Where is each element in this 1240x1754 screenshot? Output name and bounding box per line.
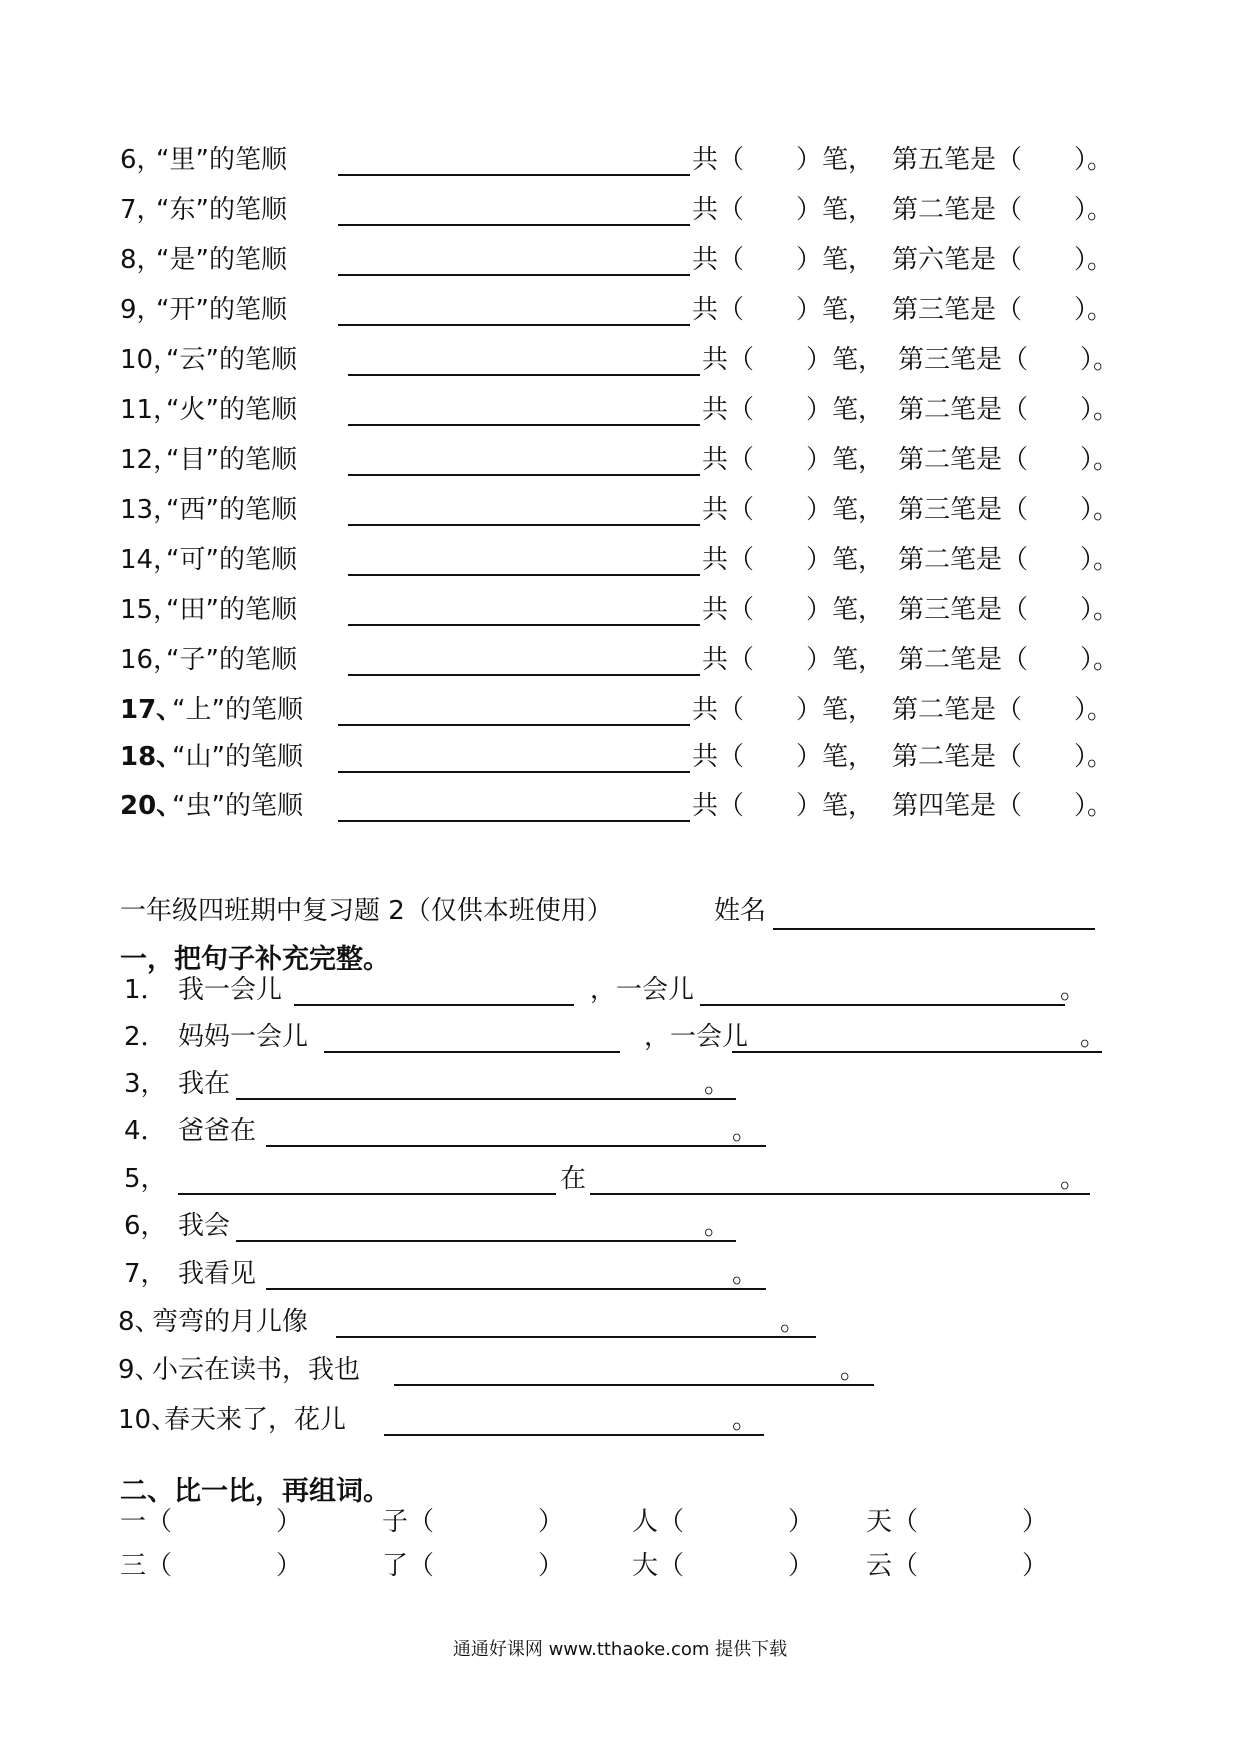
stroke-char-label: “东”的笔顺 bbox=[156, 195, 287, 225]
stroke-count-text: 共（ ）笔， bbox=[692, 742, 875, 772]
compare-word-item[interactable]: 三（ ） bbox=[120, 1551, 303, 1581]
sentence-item bbox=[120, 1111, 1120, 1151]
answer-blank[interactable] bbox=[178, 1193, 556, 1195]
sentence-item bbox=[120, 1400, 1120, 1440]
stroke-row bbox=[120, 190, 1130, 230]
stroke-order-blank[interactable] bbox=[348, 374, 700, 376]
nth-stroke-text: 第六笔是（ ）。 bbox=[892, 245, 1114, 275]
sentence-item bbox=[120, 1254, 1120, 1294]
sentence-item bbox=[120, 1017, 1120, 1057]
row-number: 10， bbox=[120, 345, 180, 375]
row-number: 9， bbox=[120, 295, 163, 325]
stroke-order-blank[interactable] bbox=[338, 724, 690, 726]
row-number: 7， bbox=[120, 195, 163, 225]
stroke-row bbox=[120, 640, 1130, 680]
row-number: 14， bbox=[120, 545, 180, 575]
sentence-prompt: 我一会儿 bbox=[178, 975, 283, 1005]
sentence-end-mark: 。 bbox=[704, 1069, 731, 1099]
stroke-order-blank[interactable] bbox=[338, 820, 690, 822]
row-number: 6， bbox=[120, 145, 163, 175]
sentence-prompt: 我会 bbox=[178, 1211, 231, 1241]
compare-word-item[interactable]: 子（ ） bbox=[382, 1507, 565, 1537]
stroke-count-text: 共（ ）笔， bbox=[692, 195, 875, 225]
sentence-prompt-2: ，一会儿 bbox=[590, 975, 695, 1005]
compare-word-item[interactable]: 人（ ） bbox=[632, 1507, 815, 1537]
stroke-char-label: “可”的笔顺 bbox=[166, 545, 297, 575]
item-number: 1． bbox=[124, 975, 167, 1005]
sentence-item bbox=[120, 1206, 1120, 1246]
sentence-prompt: 小云在读书，我也 bbox=[152, 1355, 361, 1385]
stroke-row bbox=[120, 340, 1130, 380]
stroke-row bbox=[120, 440, 1130, 480]
row-number: 8， bbox=[120, 245, 163, 275]
sentence-end-mark: 。 bbox=[732, 1405, 759, 1435]
row-number: 20、 bbox=[120, 791, 183, 821]
answer-blank[interactable] bbox=[384, 1434, 764, 1436]
item-number: 7， bbox=[124, 1259, 167, 1289]
sentence-item bbox=[120, 1064, 1120, 1104]
sentence-item bbox=[120, 1159, 1120, 1199]
stroke-order-blank[interactable] bbox=[348, 574, 700, 576]
nth-stroke-text: 第三笔是（ ）。 bbox=[898, 495, 1120, 525]
nth-stroke-text: 第四笔是（ ）。 bbox=[892, 791, 1114, 821]
stroke-count-text: 共（ ）笔， bbox=[702, 545, 885, 575]
stroke-row bbox=[120, 140, 1130, 180]
stroke-char-label: “虫”的笔顺 bbox=[172, 791, 303, 821]
stroke-count-text: 共（ ）笔， bbox=[702, 595, 885, 625]
stroke-count-text: 共（ ）笔， bbox=[702, 395, 885, 425]
stroke-row bbox=[120, 786, 1130, 826]
compare-word-item[interactable]: 云（ ） bbox=[866, 1551, 1049, 1581]
compare-word-item[interactable]: 了（ ） bbox=[382, 1551, 565, 1581]
stroke-char-label: “里”的笔顺 bbox=[156, 145, 287, 175]
answer-blank[interactable] bbox=[700, 1004, 1065, 1006]
sentence-item bbox=[120, 970, 1120, 1010]
answer-blank[interactable] bbox=[324, 1051, 620, 1053]
stroke-count-text: 共（ ）笔， bbox=[702, 495, 885, 525]
stroke-row bbox=[120, 590, 1130, 630]
sentence-item bbox=[120, 1302, 1120, 1342]
stroke-order-blank[interactable] bbox=[338, 174, 690, 176]
row-number: 12， bbox=[120, 445, 180, 475]
stroke-order-blank[interactable] bbox=[338, 324, 690, 326]
row-number: 18、 bbox=[120, 742, 183, 772]
sentence-prompt: 我看见 bbox=[178, 1259, 257, 1289]
row-number: 17、 bbox=[120, 695, 183, 725]
item-number: 3， bbox=[124, 1069, 167, 1099]
answer-blank[interactable] bbox=[236, 1240, 736, 1242]
item-number: 4． bbox=[124, 1116, 167, 1146]
sentence-end-mark: 。 bbox=[732, 1259, 759, 1289]
stroke-char-label: “云”的笔顺 bbox=[166, 345, 297, 375]
nth-stroke-text: 第三笔是（ ）。 bbox=[898, 345, 1120, 375]
nth-stroke-text: 第五笔是（ ）。 bbox=[892, 145, 1114, 175]
row-number: 15， bbox=[120, 595, 180, 625]
stroke-char-label: “田”的笔顺 bbox=[166, 595, 297, 625]
stroke-order-blank[interactable] bbox=[348, 524, 700, 526]
answer-blank[interactable] bbox=[590, 1193, 1090, 1195]
footer-credit: 通通好课网 www.tthaoke.com 提供下载 bbox=[452, 1639, 788, 1660]
sentence-end-mark: 。 bbox=[1060, 975, 1087, 1005]
item-number: 5， bbox=[124, 1164, 167, 1194]
stroke-row bbox=[120, 390, 1130, 430]
sentence-end-mark: 。 bbox=[840, 1355, 867, 1385]
stroke-char-label: “西”的笔顺 bbox=[166, 495, 297, 525]
row-number: 11， bbox=[120, 395, 180, 425]
name-blank-line[interactable] bbox=[773, 928, 1095, 930]
compare-word-item[interactable]: 天（ ） bbox=[866, 1507, 1049, 1537]
stroke-order-blank[interactable] bbox=[338, 771, 690, 773]
sentence-prompt: 春天来了，花儿 bbox=[164, 1405, 347, 1435]
compare-word-item[interactable]: 大（ ） bbox=[632, 1551, 815, 1581]
stroke-count-text: 共（ ）笔， bbox=[692, 295, 875, 325]
stroke-row bbox=[120, 240, 1130, 280]
stroke-row bbox=[120, 290, 1130, 330]
stroke-row bbox=[120, 690, 1130, 730]
answer-blank[interactable] bbox=[294, 1004, 574, 1006]
stroke-count-text: 共（ ）笔， bbox=[702, 645, 885, 675]
item-number: 9、 bbox=[118, 1355, 161, 1385]
stroke-row bbox=[120, 737, 1130, 777]
stroke-char-label: “山”的笔顺 bbox=[172, 742, 303, 772]
name-label: 姓名 bbox=[714, 896, 767, 926]
stroke-count-text: 共（ ）笔， bbox=[692, 695, 875, 725]
stroke-count-text: 共（ ）笔， bbox=[692, 245, 875, 275]
sentence-prompt: 弯弯的月儿像 bbox=[152, 1307, 309, 1337]
stroke-char-label: “目”的笔顺 bbox=[166, 445, 297, 475]
item-number: 10、 bbox=[118, 1405, 178, 1435]
stroke-char-label: “火”的笔顺 bbox=[166, 395, 297, 425]
answer-blank[interactable] bbox=[394, 1384, 874, 1386]
stroke-order-blank[interactable] bbox=[338, 224, 690, 226]
item-number: 8、 bbox=[118, 1307, 161, 1337]
sentence-end-mark: 。 bbox=[780, 1307, 807, 1337]
sentence-end-mark: 。 bbox=[1080, 1022, 1107, 1052]
answer-blank[interactable] bbox=[336, 1336, 816, 1338]
nth-stroke-text: 第三笔是（ ）。 bbox=[892, 295, 1114, 325]
nth-stroke-text: 第二笔是（ ）。 bbox=[892, 695, 1114, 725]
nth-stroke-text: 第二笔是（ ）。 bbox=[898, 395, 1120, 425]
sentence-end-mark: 。 bbox=[732, 1116, 759, 1146]
answer-blank[interactable] bbox=[266, 1288, 766, 1290]
compare-word-item[interactable]: 一（ ） bbox=[120, 1507, 303, 1537]
stroke-row bbox=[120, 490, 1130, 530]
stroke-order-blank[interactable] bbox=[348, 474, 700, 476]
answer-blank[interactable] bbox=[236, 1098, 736, 1100]
sentence-prompt-2: ，一会儿 bbox=[644, 1022, 749, 1052]
stroke-order-blank[interactable] bbox=[348, 674, 700, 676]
section-1-heading: 一，把句子补充完整。 bbox=[120, 944, 390, 975]
sentence-prompt: 我在 bbox=[178, 1069, 231, 1099]
nth-stroke-text: 第二笔是（ ）。 bbox=[892, 195, 1114, 225]
worksheet-title: 一年级四班期中复习题 2（仅供本班使用） bbox=[120, 896, 613, 926]
sentence-end-mark: 。 bbox=[1060, 1164, 1087, 1194]
nth-stroke-text: 第二笔是（ ）。 bbox=[892, 742, 1114, 772]
stroke-count-text: 共（ ）笔， bbox=[692, 145, 875, 175]
answer-blank[interactable] bbox=[266, 1145, 766, 1147]
sentence-end-mark: 。 bbox=[704, 1211, 731, 1241]
stroke-order-blank[interactable] bbox=[348, 424, 700, 426]
stroke-order-blank[interactable] bbox=[338, 274, 690, 276]
stroke-count-text: 共（ ）笔， bbox=[702, 445, 885, 475]
stroke-count-text: 共（ ）笔， bbox=[692, 791, 875, 821]
item-number: 2． bbox=[124, 1022, 167, 1052]
nth-stroke-text: 第二笔是（ ）。 bbox=[898, 645, 1120, 675]
stroke-count-text: 共（ ）笔， bbox=[702, 345, 885, 375]
answer-blank[interactable] bbox=[732, 1051, 1102, 1053]
nth-stroke-text: 第二笔是（ ）。 bbox=[898, 545, 1120, 575]
sentence-item bbox=[120, 1350, 1120, 1390]
stroke-row bbox=[120, 540, 1130, 580]
nth-stroke-text: 第二笔是（ ）。 bbox=[898, 445, 1120, 475]
sentence-prompt: 爸爸在 bbox=[178, 1116, 257, 1146]
nth-stroke-text: 第三笔是（ ）。 bbox=[898, 595, 1120, 625]
stroke-char-label: “开”的笔顺 bbox=[156, 295, 287, 325]
stroke-char-label: “子”的笔顺 bbox=[166, 645, 297, 675]
row-number: 13， bbox=[120, 495, 180, 525]
stroke-order-blank[interactable] bbox=[348, 624, 700, 626]
stroke-char-label: “上”的笔顺 bbox=[172, 695, 303, 725]
section-2-heading: 二、比一比，再组词。 bbox=[120, 1476, 390, 1507]
row-number: 16， bbox=[120, 645, 180, 675]
item-number: 6， bbox=[124, 1211, 167, 1241]
sentence-prompt-2: 在 bbox=[560, 1164, 587, 1194]
stroke-char-label: “是”的笔顺 bbox=[156, 245, 287, 275]
sentence-prompt: 妈妈一会儿 bbox=[178, 1022, 309, 1052]
